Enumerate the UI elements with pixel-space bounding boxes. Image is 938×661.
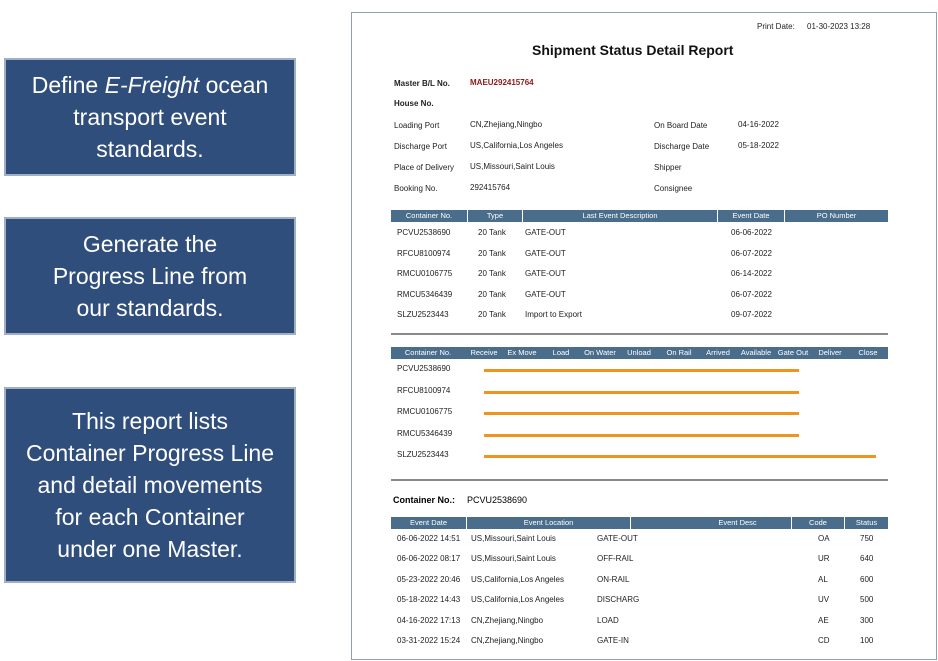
print-date-label: Print Date:	[757, 22, 795, 31]
th-unload: Unload	[627, 348, 651, 357]
th-available: Available	[740, 348, 772, 357]
cell-event-location: CN,Zhejiang,Ningbo	[471, 615, 544, 625]
cell-event-date: 05-23-2022 20:46	[397, 574, 461, 584]
th-event-location: Event Location	[467, 517, 631, 529]
callout-line	[6, 533, 294, 565]
th-last-event: Last Event Description	[523, 210, 718, 222]
callout-line	[6, 292, 294, 324]
cell-event-desc: DISCHARG	[597, 595, 640, 605]
cell-event-desc: GATE-IN	[597, 636, 629, 645]
cell-last-event: Import to Export	[525, 310, 582, 320]
th-event-desc: Event Desc	[631, 517, 845, 529]
cell-event-date: 03-31-2022 15:24	[397, 636, 461, 645]
progress-container-no: RMCU5346439	[397, 428, 453, 438]
callout-text: Define	[31, 72, 105, 98]
callout-define-standards	[4, 58, 296, 176]
place-delivery-label: Place of Delivery	[394, 163, 455, 172]
cell-event-date: 06-06-2022	[731, 228, 772, 237]
cell-code: UR	[818, 554, 830, 564]
cell-event-date: 06-06-2022 14:51	[397, 534, 461, 543]
cell-event-date: 06-07-2022	[731, 248, 772, 258]
discharge-port-label: Discharge Port	[394, 142, 447, 151]
callout-line	[6, 501, 294, 533]
discharge-date-value: 05-18-2022	[738, 141, 779, 150]
callout-line	[6, 405, 294, 437]
th-po-number: PO Number	[816, 211, 857, 220]
th-gate-out: Gate Out	[777, 348, 809, 357]
callout-text: Container Progress Line	[25, 440, 275, 466]
th-close: Close	[858, 348, 878, 357]
cell-container-no: RMCU0106775	[397, 269, 453, 279]
cell-last-event: GATE-OUT	[525, 289, 566, 299]
callout-text: our standards.	[76, 295, 224, 321]
callout-line	[6, 260, 294, 292]
progress-line	[484, 434, 799, 437]
th-receive: Receive	[470, 348, 498, 357]
cell-type: 20 Tank	[478, 228, 506, 237]
cell-type: 20 Tank	[478, 289, 506, 299]
cell-event-location: US,Missouri,Saint Louis	[471, 554, 556, 564]
callout-generate-progress-line	[4, 217, 296, 335]
master-bl-value: MAEU292415764	[470, 78, 534, 87]
cell-code: AE	[818, 615, 829, 625]
callout-line	[6, 469, 294, 501]
th-ex-move: Ex Move	[507, 348, 537, 357]
detail-table-header-right	[391, 517, 888, 529]
cell-container-no: RMCU5346439	[397, 289, 453, 299]
callout-text: Generate the	[82, 231, 218, 257]
callout-text: under one Master.	[57, 536, 243, 562]
cell-status: 750	[860, 534, 874, 543]
cell-status: 600	[860, 574, 874, 584]
master-bl-label: Master B/L No.	[394, 79, 450, 88]
cell-container-no: SLZU2523443	[397, 310, 449, 320]
th-event-date: Event Date	[718, 210, 785, 222]
divider	[391, 333, 888, 335]
callout-line	[6, 437, 294, 469]
callout-text: and detail movements	[37, 472, 263, 498]
discharge-port-value: US,California,Los Angeles	[470, 141, 563, 150]
progress-table-header	[391, 347, 888, 359]
cell-event-desc: ON-RAIL	[597, 574, 630, 584]
th-container-no: Container No.	[391, 210, 468, 222]
cell-event-location: US,California,Los Angeles	[471, 574, 564, 584]
cell-event-date: 06-14-2022	[731, 269, 772, 279]
cell-event-location: US,Missouri,Saint Louis	[471, 534, 556, 543]
on-board-value: 04-16-2022	[738, 120, 779, 129]
cell-status: 640	[860, 554, 874, 564]
shipper-label: Shipper	[654, 163, 682, 172]
cell-event-desc: GATE-OUT	[597, 534, 638, 543]
cell-event-desc: LOAD	[597, 615, 619, 625]
cell-event-date: 06-07-2022	[731, 289, 772, 299]
th-deliver: Deliver	[818, 348, 842, 357]
callout-report-description	[4, 387, 296, 583]
callout-line	[6, 228, 294, 260]
shipment-status-report	[351, 12, 937, 660]
callout-text: This report lists	[72, 408, 228, 434]
cell-code: AL	[818, 574, 828, 584]
progress-container-no: RFCU8100974	[397, 385, 451, 395]
cell-type: 20 Tank	[478, 269, 506, 279]
callout-text: for each Container	[55, 504, 245, 530]
cell-event-desc: OFF-RAIL	[597, 554, 634, 564]
cell-type: 20 Tank	[478, 310, 506, 320]
consignee-label: Consignee	[654, 184, 693, 193]
cell-last-event: GATE-OUT	[525, 228, 566, 237]
progress-container-no: SLZU2523443	[397, 450, 449, 460]
progress-line	[484, 369, 799, 372]
cell-event-date: 06-06-2022 08:17	[397, 554, 461, 564]
progress-line	[484, 391, 799, 394]
th-progress-container: Container No.	[404, 348, 452, 357]
th-type: Type	[468, 210, 523, 222]
detail-container-label: Container No.:	[393, 495, 455, 505]
th-load: Load	[552, 348, 570, 357]
cell-status: 300	[860, 615, 874, 625]
cell-event-location: CN,Zhejiang,Ningbo	[471, 636, 544, 645]
progress-container-no: RMCU0106775	[397, 407, 453, 417]
booking-label: Booking No.	[394, 184, 438, 193]
th-on-rail: On Rail	[666, 348, 692, 357]
callout-line	[6, 101, 294, 133]
callout-text: standards.	[96, 136, 204, 162]
house-label: House No.	[394, 99, 434, 108]
progress-container-no: PCVU2538690	[397, 364, 451, 373]
callout-emphasis: E-Freight	[104, 72, 200, 98]
place-delivery-value: US,Missouri,Saint Louis	[470, 162, 555, 171]
booking-value: 292415764	[470, 183, 511, 192]
cell-event-date: 09-07-2022	[731, 310, 772, 320]
cell-container-no: RFCU8100974	[397, 248, 451, 258]
divider	[391, 479, 888, 481]
cell-event-date: 05-18-2022 14:43	[397, 595, 461, 605]
callout-text: Progress Line from	[52, 263, 248, 289]
discharge-date-label: Discharge Date	[654, 142, 710, 151]
containers-table-header	[391, 210, 888, 222]
print-date: 01-30-2023 13:28	[807, 22, 871, 31]
th-code: Code	[791, 517, 845, 529]
callout-text: ocean	[199, 72, 269, 98]
cell-container-no: PCVU2538690	[397, 228, 451, 237]
cell-code: OA	[818, 534, 830, 543]
progress-line	[484, 412, 799, 415]
loading-port-value: CN,Zhejiang,Ningbo	[470, 120, 543, 129]
cell-last-event: GATE-OUT	[525, 248, 566, 258]
cell-event-date: 04-16-2022 17:13	[397, 615, 461, 625]
cell-type: 20 Tank	[478, 248, 506, 258]
cell-event-location: US,California,Los Angeles	[471, 595, 564, 605]
callout-line	[6, 133, 294, 165]
progress-line	[484, 455, 876, 458]
cell-code: UV	[818, 595, 830, 605]
cell-last-event: GATE-OUT	[525, 269, 566, 279]
callout-line	[6, 69, 294, 101]
th-on-water: On Water	[584, 348, 616, 357]
cell-code: CD	[818, 636, 830, 645]
th-event-date: Event Date	[391, 517, 467, 529]
report-title: Shipment Status Detail Report	[532, 42, 734, 58]
loading-port-label: Loading Port	[394, 121, 440, 130]
on-board-label: On Board Date	[654, 121, 708, 130]
callout-text: transport event	[73, 104, 227, 130]
cell-status: 100	[860, 636, 874, 645]
detail-container-value: PCVU2538690	[467, 495, 528, 505]
th-status: Status	[845, 517, 888, 529]
th-arrived: Arrived	[706, 348, 730, 357]
cell-status: 500	[860, 595, 874, 605]
